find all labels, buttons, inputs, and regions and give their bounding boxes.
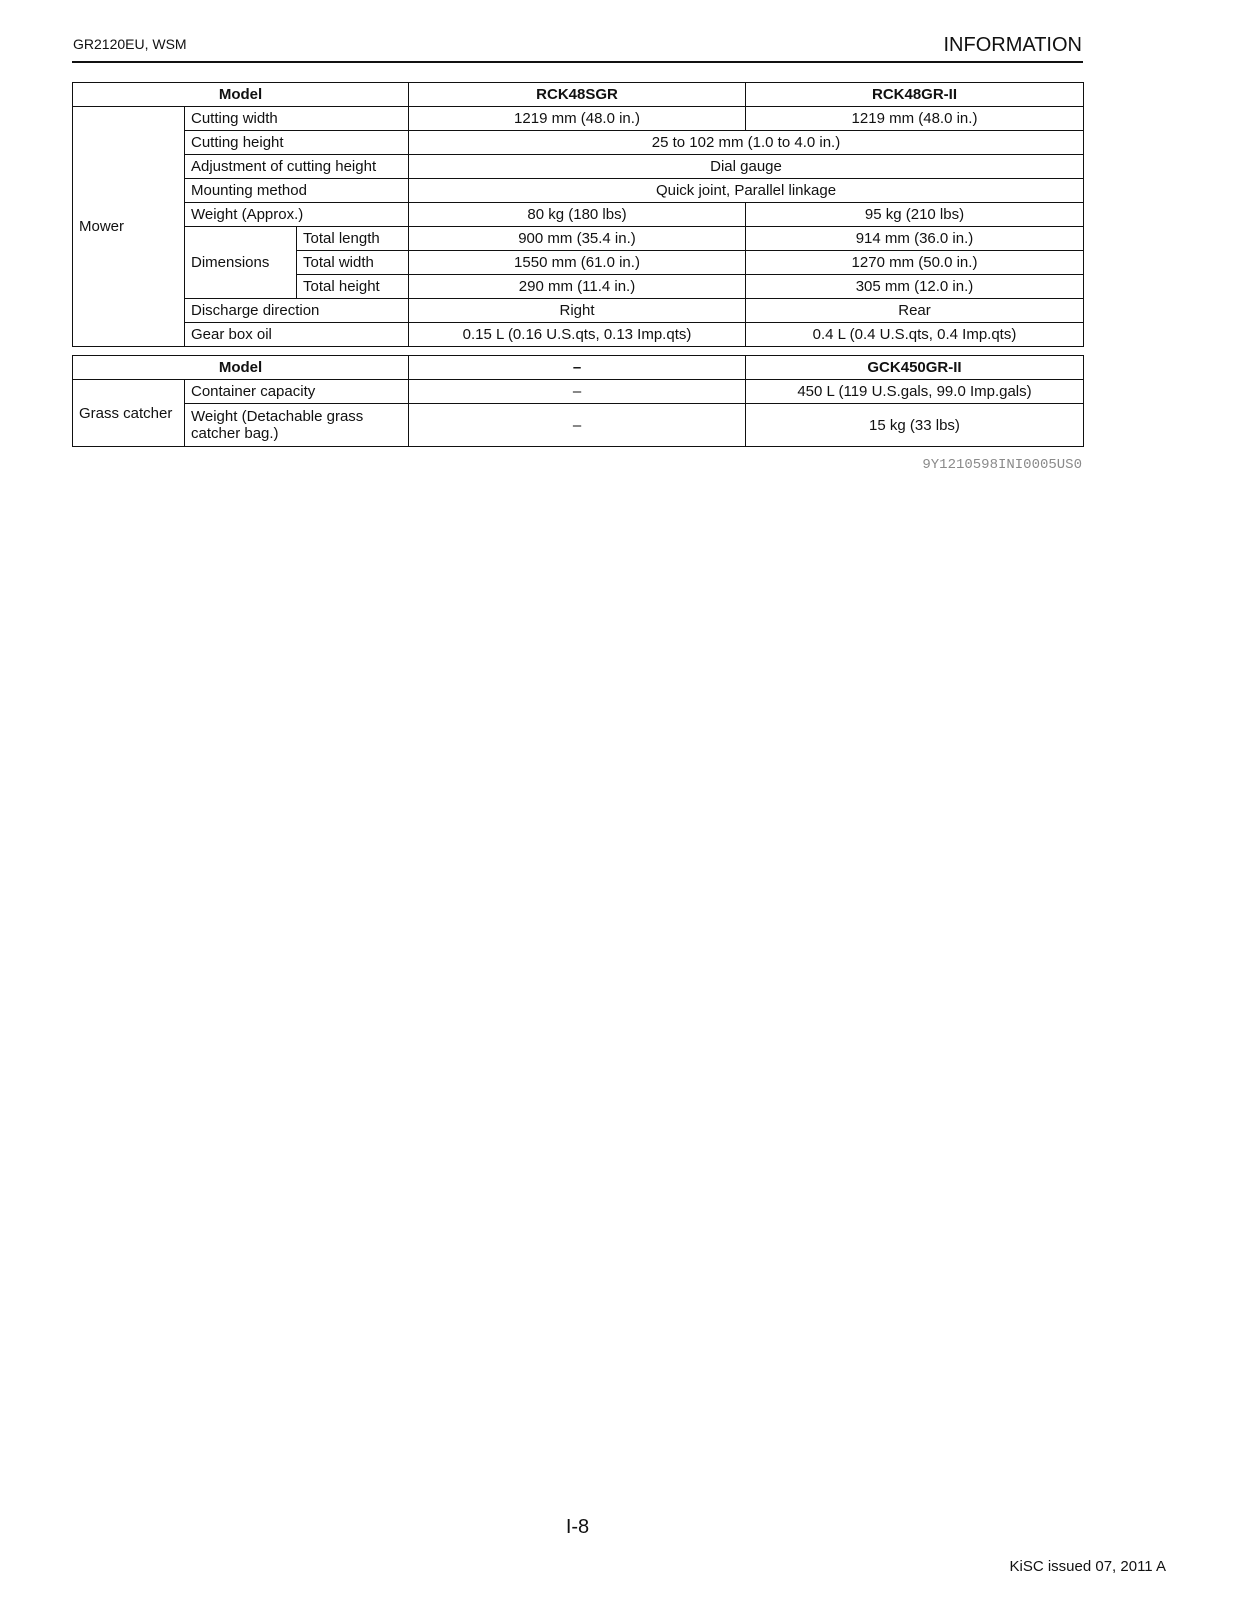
- row-label: Total length: [297, 227, 409, 251]
- row-label: Gear box oil: [185, 323, 409, 347]
- group-label-grass-catcher: Grass catcher: [73, 380, 185, 447]
- cell-value: 80 kg (180 lbs): [409, 203, 746, 227]
- table-row: [73, 203, 1084, 227]
- table-row: [73, 227, 1084, 251]
- row-label: Total width: [297, 251, 409, 275]
- cell-value: 95 kg (210 lbs): [746, 203, 1084, 227]
- table-row: [73, 107, 1084, 131]
- table-row: [73, 356, 1084, 380]
- cell-value: 1550 mm (61.0 in.): [409, 251, 746, 275]
- cell-value: 450 L (119 U.S.gals, 99.0 Imp.gals): [746, 380, 1084, 404]
- cell-value: 290 mm (11.4 in.): [409, 275, 746, 299]
- table-row: [73, 155, 1084, 179]
- cell-value: 25 to 102 mm (1.0 to 4.0 in.): [409, 131, 1084, 155]
- row-label: Adjustment of cutting height: [185, 155, 409, 179]
- header-right: INFORMATION: [943, 34, 1082, 56]
- row-label: Mounting method: [185, 179, 409, 203]
- model-name: –: [409, 356, 746, 380]
- cell-value: Rear: [746, 299, 1084, 323]
- cell-value: 305 mm (12.0 in.): [746, 275, 1084, 299]
- table-row: [73, 380, 1084, 404]
- cell-value: 1219 mm (48.0 in.): [409, 107, 746, 131]
- group-label-mower: Mower: [73, 107, 185, 347]
- header-left: GR2120EU, WSM: [73, 36, 187, 52]
- table-row: [73, 299, 1084, 323]
- cell-value: Quick joint, Parallel linkage: [409, 179, 1084, 203]
- cell-value: Dial gauge: [409, 155, 1084, 179]
- cell-value: 900 mm (35.4 in.): [409, 227, 746, 251]
- table-row: [73, 404, 1084, 447]
- cell-value: 1219 mm (48.0 in.): [746, 107, 1084, 131]
- table-row: [73, 179, 1084, 203]
- model-name: GCK450GR-II: [746, 356, 1084, 380]
- cell-value: 1270 mm (50.0 in.): [746, 251, 1084, 275]
- table-row: [73, 83, 1084, 107]
- model-header: Model: [73, 83, 409, 107]
- issue-note: KiSC issued 07, 2011 A: [1009, 1558, 1166, 1575]
- mower-spec-table: [72, 82, 1084, 347]
- group-label-dimensions: Dimensions: [185, 227, 297, 299]
- cell-value: 15 kg (33 lbs): [746, 404, 1084, 447]
- cell-value: 0.15 L (0.16 U.S.qts, 0.13 Imp.qts): [409, 323, 746, 347]
- cell-value: 0.4 L (0.4 U.S.qts, 0.4 Imp.qts): [746, 323, 1084, 347]
- table-row: [73, 131, 1084, 155]
- grass-catcher-spec-table: [72, 355, 1084, 447]
- table-row: [73, 323, 1084, 347]
- cell-value: 914 mm (36.0 in.): [746, 227, 1084, 251]
- model-header: Model: [73, 356, 409, 380]
- cell-value: –: [409, 380, 746, 404]
- row-label: Cutting width: [185, 107, 409, 131]
- row-label: Discharge direction: [185, 299, 409, 323]
- header-rule: [72, 61, 1083, 63]
- model-name: RCK48SGR: [409, 83, 746, 107]
- row-label: Cutting height: [185, 131, 409, 155]
- row-label: Weight (Approx.): [185, 203, 409, 227]
- row-label: Container capacity: [185, 380, 409, 404]
- cell-value: Right: [409, 299, 746, 323]
- document-id: 9Y1210598INI0005US0: [922, 457, 1082, 473]
- row-label: Weight (Detachable grass catcher bag.): [185, 404, 409, 447]
- page-number: I-8: [565, 1516, 590, 1538]
- model-name: RCK48GR-II: [746, 83, 1084, 107]
- cell-value: –: [409, 404, 746, 447]
- row-label: Total height: [297, 275, 409, 299]
